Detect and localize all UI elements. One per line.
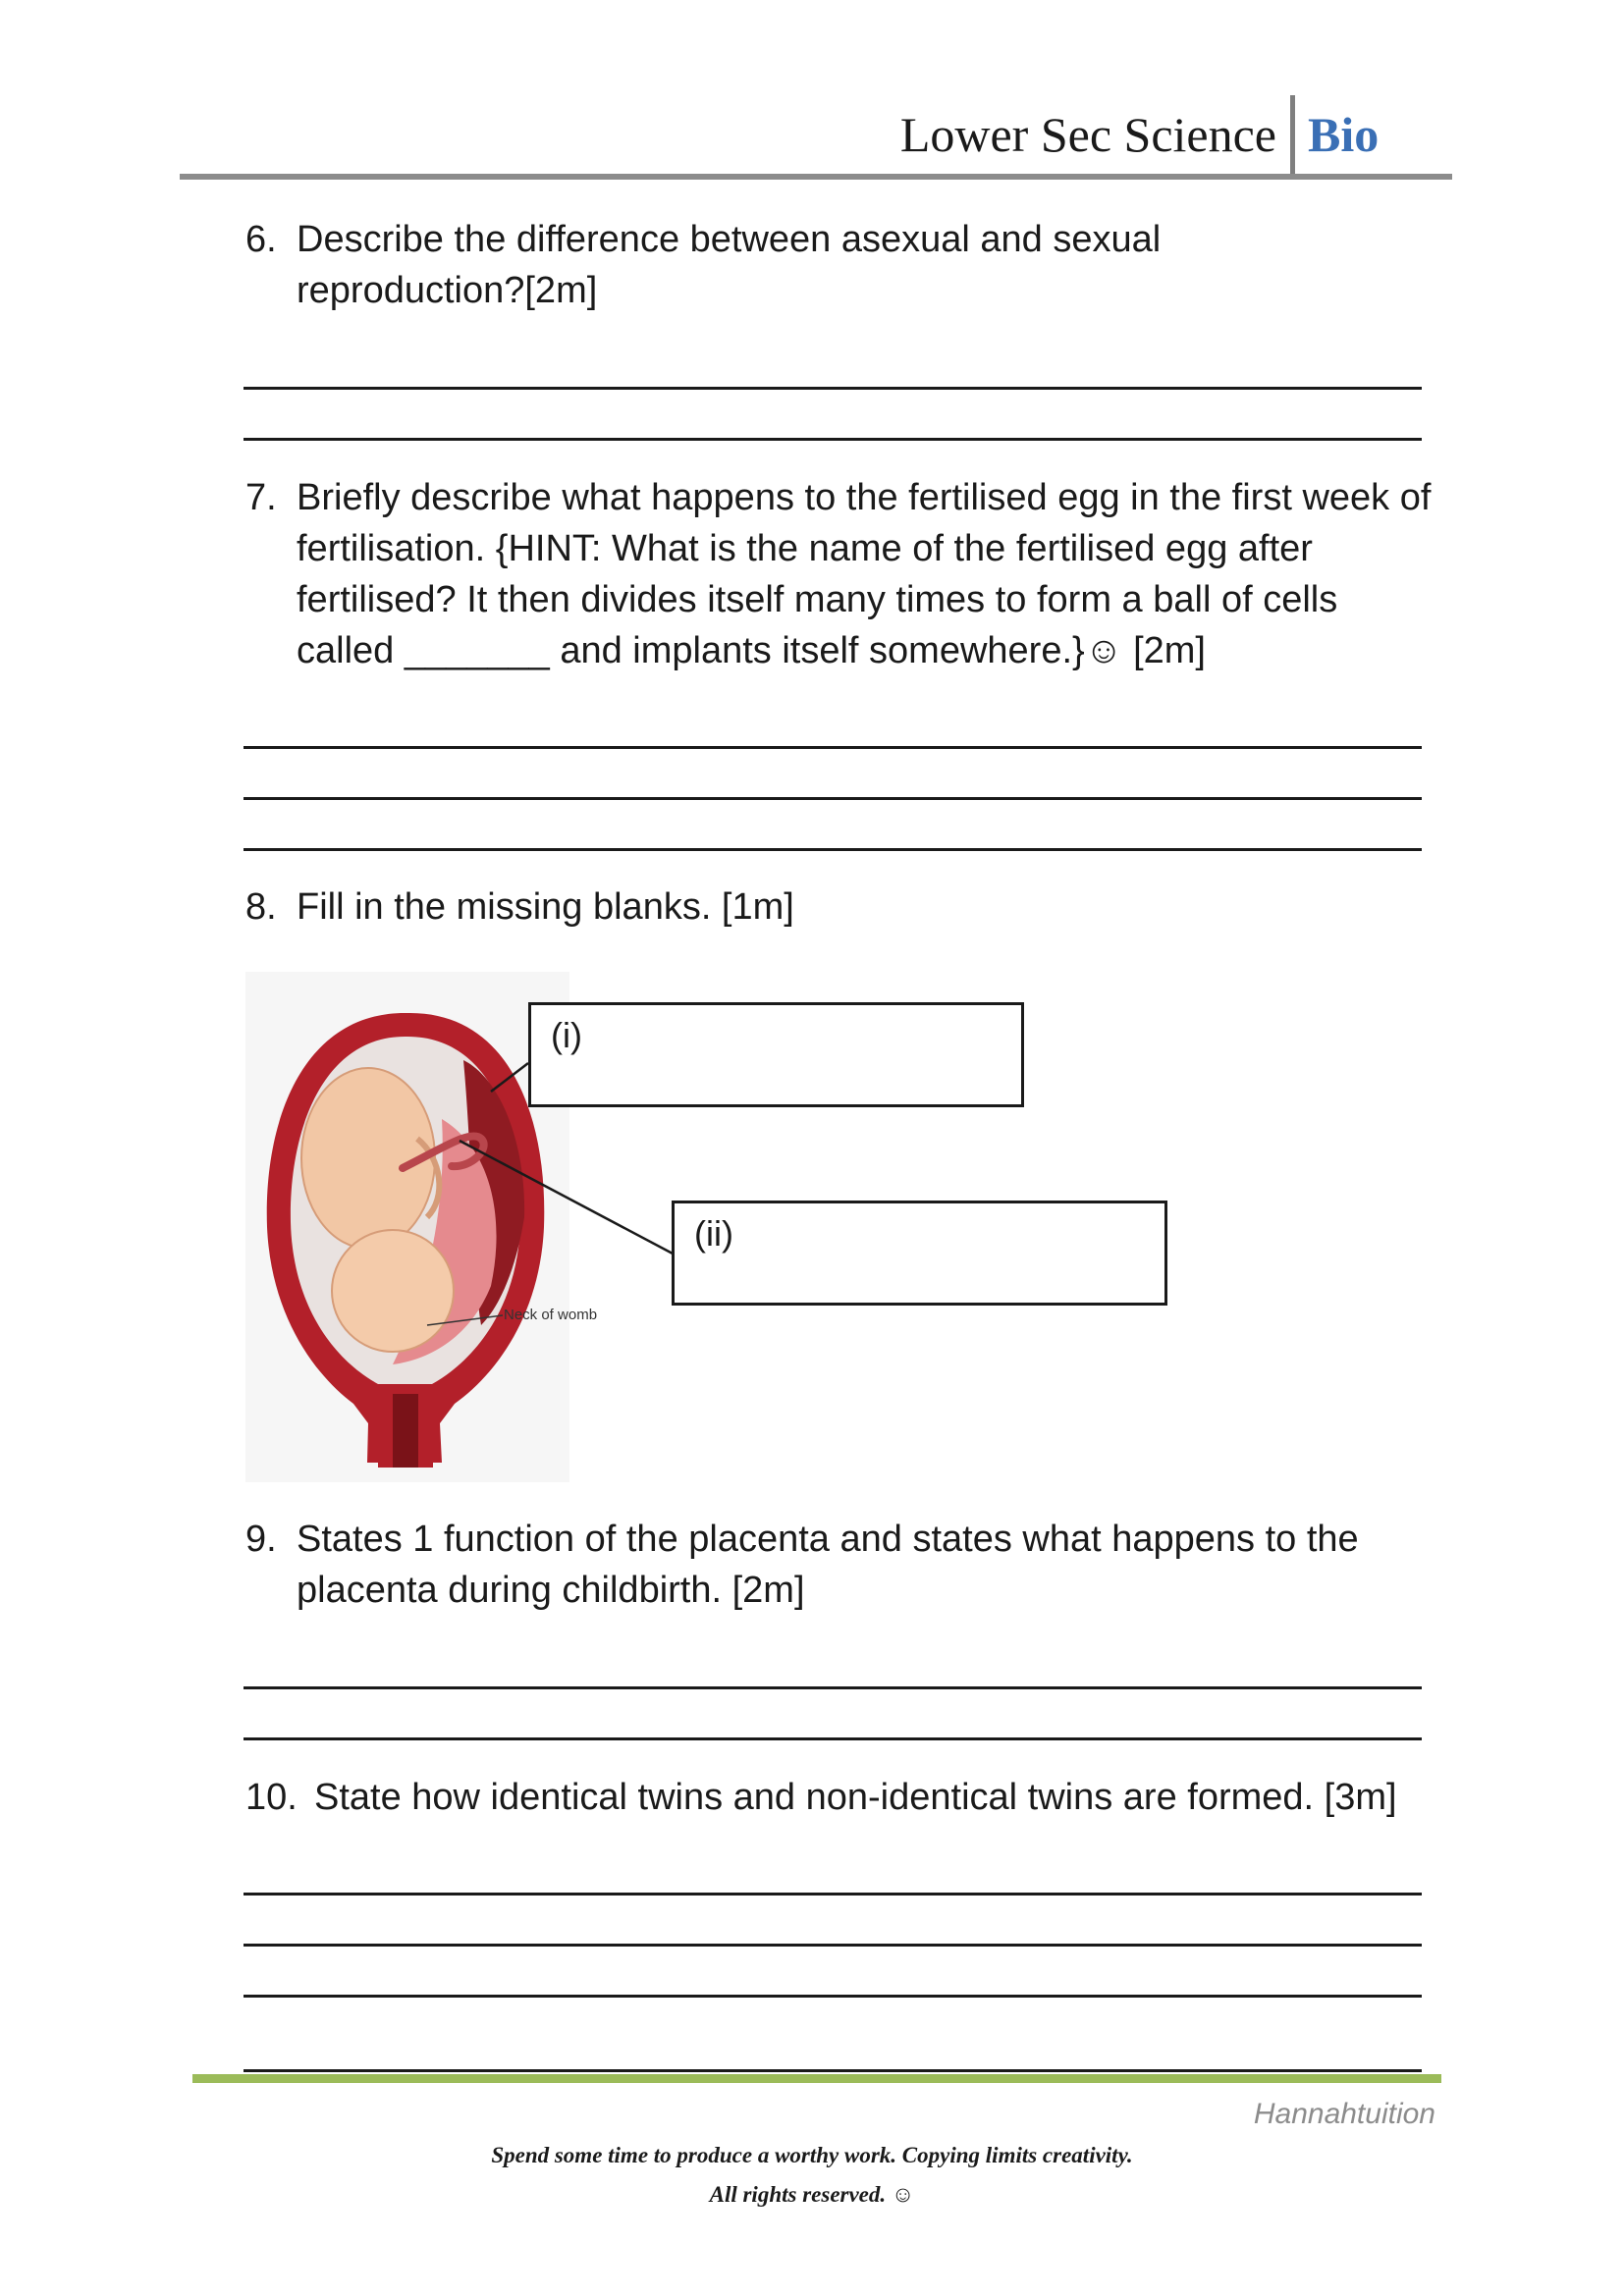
answer-line[interactable] [244, 438, 1422, 441]
header-subject: Bio [1308, 107, 1380, 162]
footer-motto-line-1: Spend some time to produce a worthy work. Copying limits creativity. [491, 2143, 1133, 2167]
answer-line[interactable] [244, 387, 1422, 390]
answer-line[interactable] [244, 1893, 1422, 1896]
answer-line[interactable] [244, 848, 1422, 851]
cervix-canal [393, 1394, 418, 1468]
fetus-head [332, 1230, 454, 1352]
answer-line[interactable] [244, 746, 1422, 749]
footer-motto [196, 2136, 1428, 2215]
question-text: Fill in the missing blanks. [1m] [297, 886, 794, 928]
header-rule [180, 174, 1452, 180]
answer-box-ii[interactable] [672, 1201, 1167, 1306]
header-separator [1290, 95, 1295, 178]
answer-box-ii-label: (ii) [694, 1213, 733, 1254]
question-number: 7. [245, 477, 277, 518]
answer-line[interactable] [244, 1995, 1422, 1998]
answer-line[interactable] [244, 1944, 1422, 1947]
answer-box-i-label: (i) [551, 1015, 582, 1055]
question-text: State how identical twins and non-identical twins are formed. [3m] [314, 1777, 1397, 1818]
answer-line[interactable] [244, 1686, 1422, 1689]
question-text: States 1 function of the placenta and states what happens to the placenta during childbirth. [2m] [297, 1519, 1359, 1611]
answer-box-i[interactable] [528, 1002, 1024, 1107]
answer-line[interactable] [244, 797, 1422, 800]
answer-line[interactable] [244, 1737, 1422, 1740]
footer-brand: Hannahtuition [1253, 2098, 1435, 2130]
question-number: 9. [245, 1519, 277, 1560]
header-title: Lower Sec Science [899, 107, 1276, 162]
question-number: 6. [245, 219, 277, 260]
question-text: Briefly describe what happens to the fertilised egg in the first week of fertilisation. {HINT: What is the name of the fertilised egg after fertilised? It then divides itself many times to form a ball of cells called _______ and implants itself somewhere.}☺ [2m] [297, 477, 1432, 671]
answer-line[interactable] [244, 2069, 1422, 2072]
question-number: 10. [245, 1777, 298, 1818]
footer-motto-line-2: All rights reserved. ☺ [709, 2182, 915, 2207]
neck-of-womb-label: Neck of womb [504, 1307, 598, 1323]
question-number: 8. [245, 886, 277, 928]
womb-diagram [245, 972, 598, 1482]
question-text: Describe the difference between asexual and sexual reproduction?[2m] [297, 219, 1162, 311]
footer-rule [192, 2074, 1441, 2083]
